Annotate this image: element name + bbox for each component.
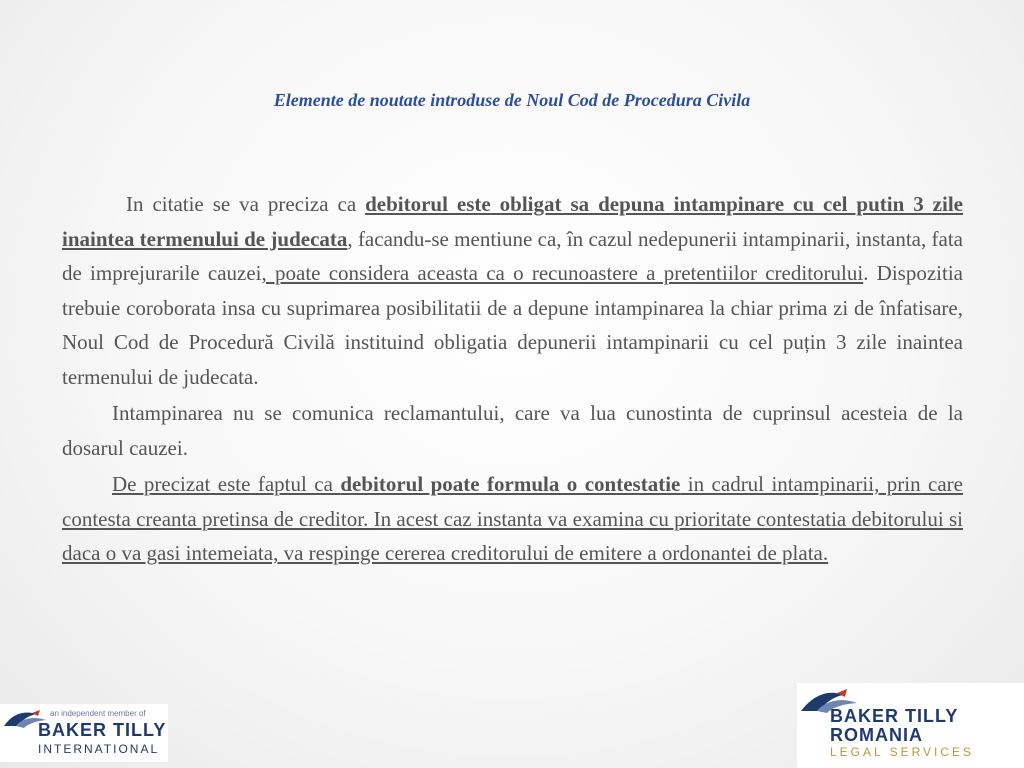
logo-sub: INTERNATIONAL (38, 742, 160, 756)
paragraph-3 (62, 467, 963, 571)
baker-tilly-international-logo (0, 704, 168, 762)
logo-division: LEGAL SERVICES (830, 745, 975, 759)
slide-title: Elemente de noutate introduse de Noul Cod de Procedura Civila (273, 90, 751, 110)
p3-emphasis: debitorul poate formula o contestatie (340, 472, 681, 496)
p1-text-3: , facandu-se mentiune ca, în cazul nedepunerii intampinarii, instanta, fata de imprejurarile cauzei (62, 226, 963, 285)
logo-name: BAKER TILLY (38, 720, 167, 740)
p1-text-1: In citatie se va preciza ca (126, 192, 366, 216)
logo-name: BAKER TILLY (830, 706, 959, 726)
logo-country: ROMANIA (830, 725, 923, 745)
p3-text-1: De precizat este faptul ca (112, 472, 341, 496)
baker-tilly-romania-logo (797, 683, 1024, 768)
logo-tagline: an independent member of (50, 709, 146, 718)
slide-body (62, 187, 963, 573)
p1-text-5: . Dispozitia trebuie coroborata insa cu suprimarea posibilitatii de a depune intampinarea la chiar prima zi de înfatisare, Noul Cod de Procedură Civilă instituind obligatia depunerii intampinarii cu cel puțin 3 zile inaintea termenului de judecata. (62, 261, 963, 389)
p1-underlined: , poate considera aceasta ca o recunoastere a pretentiilor creditorului (261, 261, 864, 285)
p3-text-3: in cadrul intampinarii, prin care contesta creanta pretinsa de creditor. In acest caz instanta va examina cu prioritate contestatia debitorului si daca o va gasi intemeiata, va respinge cererea creditorului de emitere a ordonantei de plata. (62, 472, 963, 565)
p1-emphasis: debitorul este obligat sa depuna intampinare cu cel putin 3 zile inaintea termenului de judecata (62, 192, 963, 251)
paragraph-2: Intampinarea nu se comunica reclamantului, care va lua cunostinta de cuprinsul acesteia de la dosarul cauzei. (62, 401, 963, 460)
paragraph-1 (62, 187, 963, 394)
